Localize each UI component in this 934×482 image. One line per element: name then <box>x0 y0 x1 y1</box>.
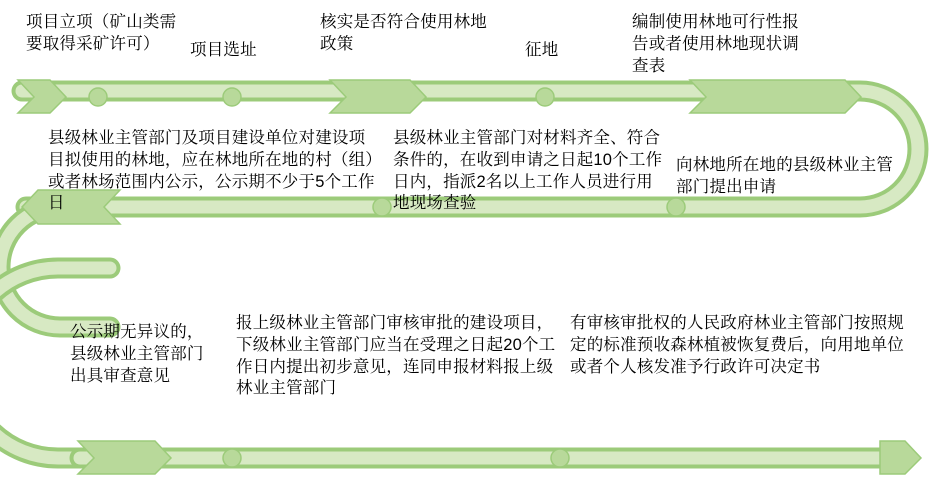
step-label-permit-decision: 有审核审批权的人民政府林业主管部门按照规定的标准预收森林植被恢复费后，向用地单位或者个人核发准予行政许可决定书 <box>570 314 904 376</box>
step-label-feasibility-report: 编制使用林地可行性报告或者使用林地现状调查表 <box>632 13 799 75</box>
row3-arrow-end <box>880 441 921 474</box>
row2-node-1 <box>667 198 685 216</box>
step-label-superior-review: 报上级林业主管部门审核审批的建设项目，下级林业主管部门应当在受理之日起20个工作日内提出初步意见，连同申报材料报上级林业主管部门 <box>236 314 556 398</box>
step-label-site-selection: 项目选址 <box>190 41 257 59</box>
step-label-review-opinion: 公示期无异议的，县级林业主管部门出具审查意见 <box>70 323 204 385</box>
step-label-submit-application: 向林地所在地的县级林业主管部门提出申请 <box>676 156 894 196</box>
row1-node-1 <box>89 88 107 106</box>
row1-node-3 <box>536 88 554 106</box>
step-label-project-approval: 项目立项（矿山类需要取得采矿许可） <box>26 13 177 53</box>
step-label-public-notice: 县级林业主管部门及项目建设单位对建设项目拟使用的林地，应在林地所在地的村（组）或者林场范围内公示，公示期不少于5个工作日 <box>48 129 375 213</box>
row3-node-2 <box>551 449 569 467</box>
step-label-policy-check: 核实是否符合使用林地政策 <box>320 13 487 53</box>
row1-node-2 <box>223 88 241 106</box>
row3-node-1 <box>223 449 241 467</box>
step-label-land-acquisition: 征地 <box>525 41 559 59</box>
row1-chevron-3 <box>690 80 861 113</box>
step-label-site-inspection: 县级林业主管部门对材料齐全、符合条件的，在收到申请之日起10个工作日内，指派2名以上工作人员进行用地现场查验 <box>393 129 663 213</box>
